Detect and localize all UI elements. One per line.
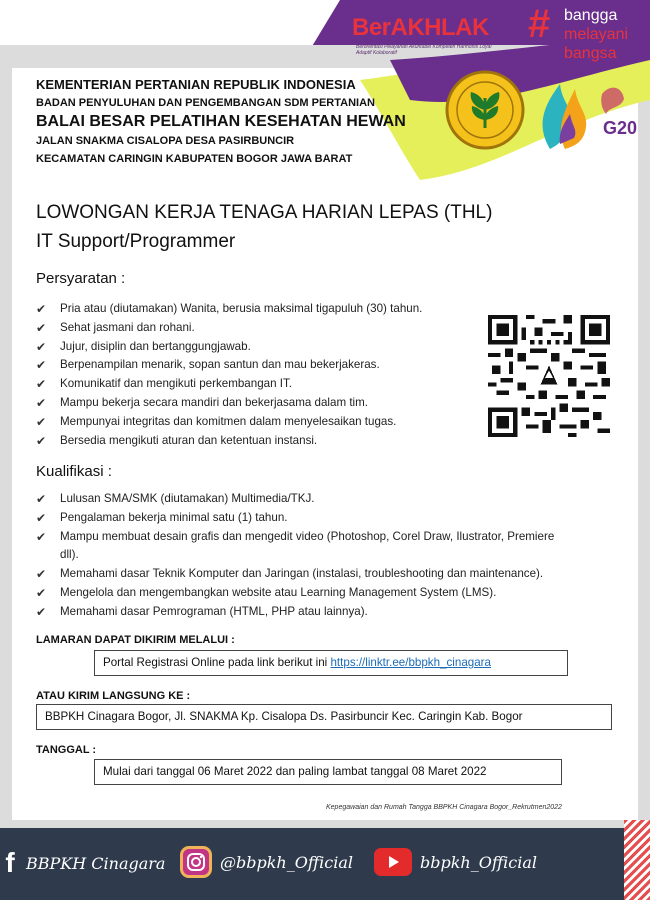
list-item bbox=[36, 490, 616, 509]
berakhlak-tagline: Berorientasi Pelayanan Akuntabel Kompeten Harmonis Loyal Adaptif Kolaboratif bbox=[356, 44, 492, 56]
bangga-word: bangga bbox=[564, 7, 618, 24]
check-icon: ✔ bbox=[36, 492, 47, 506]
apply-label: LAMARAN DAPAT DIKIRIM MELALUI : bbox=[36, 634, 235, 646]
qualification-text: Mampu membuat desain grafis dan mengedit video (Photoshop, Corel Draw, Ilustrator, Premiere bbox=[60, 529, 555, 543]
list-item bbox=[36, 432, 422, 451]
org-address-1: JALAN SNAKMA CISALOPA DESA PASIRBUNCIR bbox=[36, 135, 295, 147]
list-item bbox=[36, 413, 422, 432]
check-icon: ✔ bbox=[36, 414, 47, 429]
kementan-logo bbox=[445, 70, 525, 150]
job-title bbox=[36, 198, 492, 256]
list-item bbox=[36, 375, 422, 394]
bangga-melayani-bangsa-logo bbox=[564, 6, 628, 63]
g20-flame-logo bbox=[530, 64, 630, 154]
youtube-icon bbox=[374, 848, 412, 876]
check-icon: ✔ bbox=[36, 604, 47, 619]
requirement-text: Komunikatif dan mengikuti perkembangan IT. bbox=[60, 377, 293, 391]
check-icon: ✔ bbox=[36, 377, 47, 392]
check-icon: ✔ bbox=[36, 339, 47, 354]
requirement-text: Berpenampilan menarik, sopan santun dan mau bekerjakeras. bbox=[60, 358, 380, 372]
job-title-line1: LOWONGAN KERJA TENAGA HARIAN LEPAS (THL) bbox=[36, 202, 493, 223]
qualification-text-cont: dll). bbox=[60, 548, 79, 562]
registration-link[interactable]: https://linktr.ee/bbpkh_cinagara bbox=[330, 656, 491, 669]
facebook-handle: BBPKH Cinagara bbox=[26, 853, 166, 873]
top-band-white bbox=[0, 0, 340, 45]
apply-text: Portal Registrasi Online pada link berikut ini bbox=[103, 656, 331, 669]
direct-box bbox=[36, 704, 612, 730]
requirements-heading: Persyaratan : bbox=[36, 270, 126, 287]
facebook-link[interactable] bbox=[2, 848, 165, 878]
list-item bbox=[36, 584, 616, 603]
check-icon: ✔ bbox=[36, 529, 47, 544]
requirement-text: Jujur, disiplin dan bertanggungjawab. bbox=[60, 339, 251, 353]
hash-icon: # bbox=[528, 2, 551, 46]
certified-pattern bbox=[624, 820, 650, 900]
list-item bbox=[36, 338, 422, 357]
qualification-text: Lulusan SMA/SMK (diutamakan) Multimedia/TKJ. bbox=[60, 492, 315, 505]
check-icon: ✔ bbox=[36, 433, 47, 448]
instagram-link[interactable] bbox=[180, 846, 353, 878]
list-item bbox=[36, 603, 616, 622]
date-text: Mulai dari tanggal 06 Maret 2022 dan paling lambat tanggal 08 Maret 2022 bbox=[103, 765, 487, 778]
check-icon: ✔ bbox=[36, 358, 47, 373]
date-box bbox=[94, 759, 562, 785]
qualification-text: Mengelola dan mengembangkan website atau Learning Management System (LMS). bbox=[60, 585, 497, 599]
org-header bbox=[36, 76, 406, 168]
org-ministry: KEMENTERIAN PERTANIAN REPUBLIK INDONESIA bbox=[36, 77, 356, 92]
certified-system-badge bbox=[624, 820, 650, 900]
requirement-text: Bersedia mengikuti aturan dan ketentuan instansi. bbox=[60, 433, 318, 447]
org-agency: BADAN PENYULUHAN DAN PENGEMBANGAN SDM PERTANIAN bbox=[36, 97, 375, 109]
check-icon: ✔ bbox=[36, 302, 47, 316]
check-icon: ✔ bbox=[36, 567, 47, 582]
requirement-text: Mempunyai integritas dan komitmen dalam menyelesaikan tugas. bbox=[60, 414, 397, 428]
check-icon: ✔ bbox=[36, 585, 47, 600]
direct-label: ATAU KIRIM LANGSUNG KE : bbox=[36, 690, 191, 702]
instagram-handle: @bbpkh_Official bbox=[220, 852, 354, 872]
instagram-icon bbox=[180, 846, 212, 878]
direct-address: BBPKH Cinagara Bogor, Jl. SNAKMA Kp. Cisalopa Ds. Pasirbuncir Kec. Caringin Kab. Bogor bbox=[45, 710, 523, 723]
requirement-text: Sehat jasmani dan rohani. bbox=[60, 320, 195, 334]
list-item bbox=[36, 528, 616, 566]
check-icon: ✔ bbox=[36, 320, 47, 335]
requirement-text: Pria atau (diutamakan) Wanita, berusia maksimal tigapuluh (30) tahun. bbox=[60, 302, 423, 315]
qualifications-list bbox=[36, 490, 616, 622]
youtube-link[interactable] bbox=[374, 848, 537, 876]
qualifications-heading: Kualifikasi : bbox=[36, 463, 112, 480]
list-item bbox=[36, 394, 422, 413]
facebook-icon: f bbox=[5, 847, 15, 878]
list-item bbox=[36, 565, 616, 584]
check-icon: ✔ bbox=[36, 510, 47, 525]
date-label: TANGGAL : bbox=[36, 744, 97, 756]
g20-label: G20 bbox=[603, 118, 638, 138]
check-icon: ✔ bbox=[36, 395, 47, 410]
org-address-2: KECAMATAN CARINGIN KABUPATEN BOGOR JAWA BARAT bbox=[36, 153, 353, 165]
bangsa-word: bangsa bbox=[564, 45, 617, 62]
melayani-word: melayani bbox=[564, 26, 629, 43]
qualification-text: Memahami dasar Pemrograman (HTML, PHP atau lainnya). bbox=[60, 604, 368, 618]
berakhlak-logo: BerAKHLAK bbox=[352, 14, 489, 41]
list-item bbox=[36, 300, 422, 319]
qr-code[interactable] bbox=[488, 315, 610, 437]
qualification-text: Memahami dasar Teknik Komputer dan Jaringan (instalasi, troubleshooting dan maintenance). bbox=[60, 567, 544, 581]
job-title-line2: IT Support/Programmer bbox=[36, 231, 236, 252]
org-institution: BALAI BESAR PELATIHAN KESEHATAN HEWAN bbox=[36, 113, 406, 130]
list-item bbox=[36, 356, 422, 375]
qualification-text: Pengalaman bekerja minimal satu (1) tahun. bbox=[60, 510, 288, 524]
youtube-handle: bbpkh_Official bbox=[420, 852, 538, 872]
footer-note: Kepegawaian dan Rumah Tangga BBPKH Cinagara Bogor_Rekrutmen2022 bbox=[326, 804, 562, 811]
list-item bbox=[36, 319, 422, 338]
requirement-text: Mampu bekerja secara mandiri dan bekerjasama dalam tim. bbox=[60, 395, 369, 409]
requirements-list bbox=[36, 300, 422, 450]
apply-box bbox=[94, 650, 568, 676]
list-item bbox=[36, 509, 616, 528]
